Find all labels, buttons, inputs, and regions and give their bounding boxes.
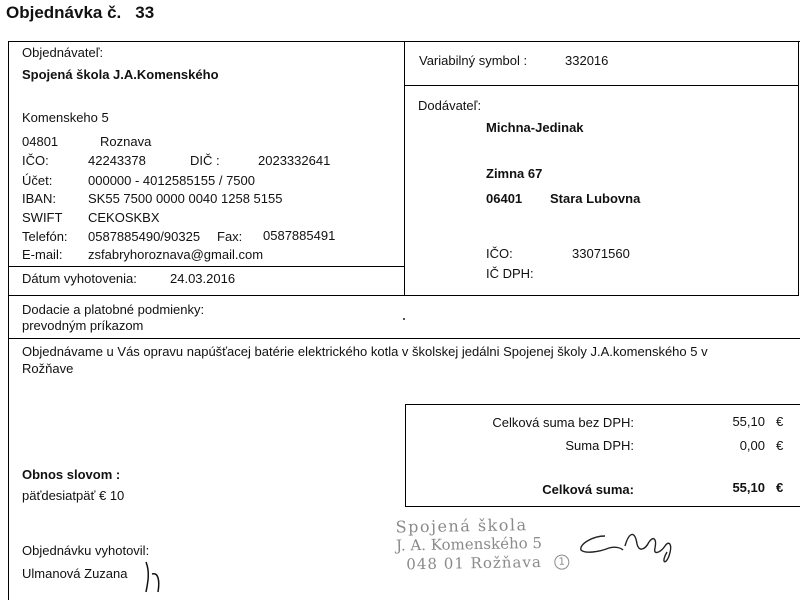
total-without-vat-value: 55,10	[732, 414, 765, 429]
issued-by-label: Objednávku vyhotovil:	[22, 543, 150, 558]
orderer-ico: 42243378	[88, 153, 146, 168]
supplier-zip: 06401	[486, 191, 523, 206]
grand-total-value: 55,10	[732, 480, 765, 495]
orderer-city: Roznava	[100, 134, 152, 149]
issued-by-name: Ulmanová Zuzana	[22, 566, 128, 581]
variable-symbol-value: 332016	[565, 53, 609, 68]
terms-heading: Dodacie a platobné podmienky:	[22, 302, 205, 317]
vat-value: 0,00	[739, 438, 765, 453]
stamp-circle-mark: 1	[554, 555, 569, 570]
supplier-ico-label: IČO:	[486, 246, 513, 261]
order-description-line1: Objednávame u Vás opravu napúšťacej batérie elektrického kotla v školskej jedálni Spojenej školy J.A.komenského 5 v	[22, 344, 708, 359]
orderer-dic-label: DIČ :	[190, 153, 220, 168]
supplier-ico: 33071560	[572, 246, 630, 261]
stamp-line2: J. A. Komenského 5	[395, 533, 543, 555]
orderer-account: 000000 - 4012585155 / 7500	[88, 173, 255, 188]
issue-date-label: Dátum vyhotovenia:	[22, 271, 137, 286]
order-title	[6, 3, 154, 23]
speck-mark	[403, 318, 405, 320]
terms-value: prevodným príkazom	[22, 318, 144, 333]
orderer-email: zsfabryhoroznava@gmail.com	[88, 247, 264, 262]
supplier-icdph-label: IČ DPH:	[486, 266, 534, 281]
stamp-line1: Spojená škola	[395, 515, 528, 537]
currency-3: €	[776, 480, 784, 495]
orderer-phone: 0587885490/90325	[88, 229, 201, 244]
orderer-name: Spojená škola J.A.Komenského	[22, 67, 219, 82]
issue-date: 24.03.2016	[170, 271, 236, 286]
orderer-email-label: E-mail:	[22, 247, 63, 262]
supplier-name: Michna-Jedinak	[486, 120, 584, 135]
supplier-heading: Dodávateľ:	[418, 98, 482, 113]
currency-1: €	[776, 414, 784, 429]
orderer-phone-label: Telefón:	[22, 229, 68, 244]
totals-bottom-line	[405, 506, 800, 507]
handwritten-signature	[565, 522, 685, 572]
order-description-line2: Rožňave	[22, 361, 74, 376]
vat-label: Suma DPH:	[565, 438, 634, 453]
variable-symbol-label: Variabilný symbol :	[419, 53, 528, 68]
amount-words-value: päťdesiatpäť € 10	[22, 488, 125, 503]
amount-words-label: Obnos slovom :	[22, 467, 121, 482]
orderer-fax-label: Fax:	[217, 229, 243, 244]
issuer-signature	[140, 558, 180, 598]
orderer-street: Komenskeho 5	[22, 110, 109, 125]
orderer-account-label: Účet:	[22, 173, 53, 188]
supplier-street: Zimna 67	[486, 166, 543, 181]
date-top-line	[8, 266, 405, 267]
orderer-iban-label: IBAN:	[22, 191, 56, 206]
varsymbol-bottom-line	[404, 85, 799, 86]
order-number: 33	[135, 3, 155, 22]
order-title-label: Objednávka č.	[6, 3, 122, 22]
orderer-zip: 04801	[22, 134, 59, 149]
supplier-city: Stara Lubovna	[550, 191, 641, 206]
frame-left-line	[8, 41, 9, 600]
totals-left-line	[405, 404, 406, 507]
orderer-swift: CEKOSKBX	[88, 210, 160, 225]
orderer-ico-label: IČO:	[22, 153, 49, 168]
terms-bottom-line	[8, 338, 800, 339]
orderer-iban: SK55 7500 0000 0040 1258 5155	[88, 191, 283, 206]
stamp-line3: 048 01 Rožňava	[406, 552, 542, 574]
currency-2: €	[776, 438, 784, 453]
orderer-dic: 2023332641	[258, 153, 331, 168]
total-without-vat-label: Celková suma bez DPH:	[492, 415, 634, 430]
grand-total-label: Celková suma:	[542, 482, 634, 497]
right-box-right-line	[798, 41, 799, 295]
orderer-heading: Objednávateľ:	[22, 45, 104, 60]
school-stamp	[396, 514, 572, 574]
right-box-left-line	[404, 41, 405, 295]
header-bottom-line	[8, 295, 799, 296]
totals-top-line	[405, 404, 800, 405]
orderer-swift-label: SWIFT	[22, 210, 63, 225]
orderer-fax: 0587885491	[263, 228, 336, 243]
